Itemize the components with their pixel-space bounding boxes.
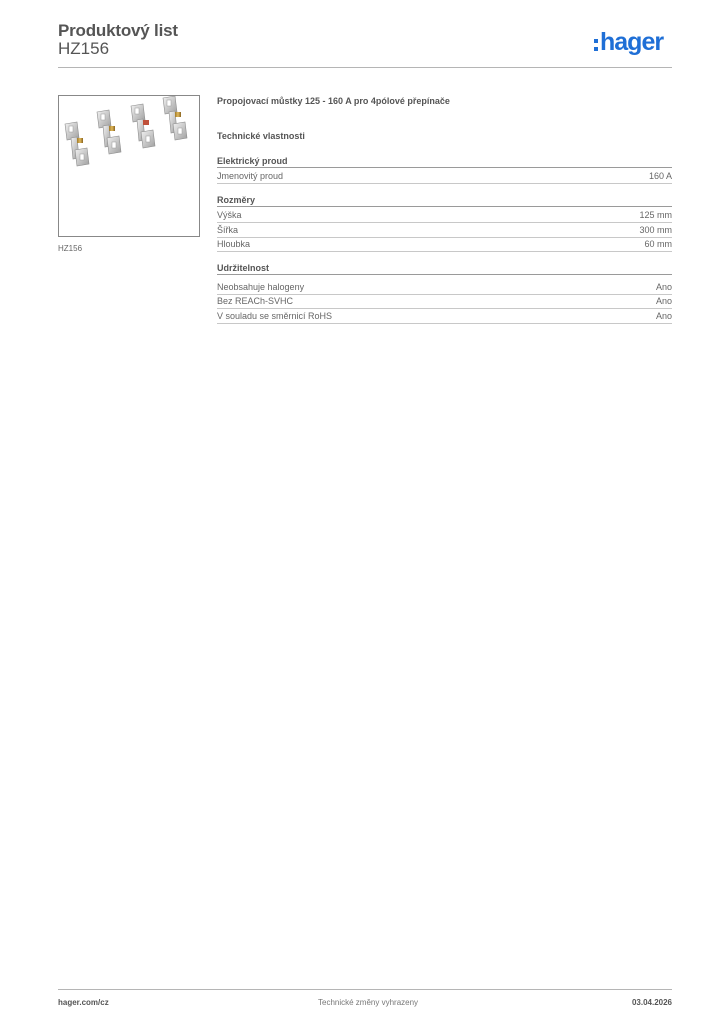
spec-label: Šířka bbox=[217, 225, 239, 235]
spec-label: V souladu se směrnicí RoHS bbox=[217, 311, 333, 321]
spec-value: 160 A bbox=[648, 171, 672, 181]
bridge-2 bbox=[97, 110, 121, 154]
hager-logo bbox=[594, 30, 663, 55]
spec-row bbox=[217, 294, 672, 309]
image-caption: HZ156 bbox=[58, 244, 83, 253]
logo-text: hager bbox=[600, 28, 664, 56]
product-image bbox=[58, 95, 200, 237]
spec-row bbox=[217, 169, 672, 184]
spec-label: Bez REACh-SVHC bbox=[217, 296, 294, 306]
spec-value: Ano bbox=[655, 311, 672, 321]
product-code: HZ156 bbox=[58, 39, 110, 58]
spec-value: Ano bbox=[655, 296, 672, 306]
spec-row bbox=[217, 309, 672, 324]
footer-website-link[interactable]: hager.com/cz bbox=[58, 998, 109, 1007]
footer-date: 03.04.2026 bbox=[631, 998, 672, 1007]
logo-mark-icon bbox=[594, 39, 598, 51]
spec-label: Hloubka bbox=[217, 239, 251, 249]
footer-divider bbox=[58, 989, 672, 990]
spec-row bbox=[217, 280, 672, 295]
spec-row bbox=[217, 223, 672, 238]
spec-row bbox=[217, 237, 672, 252]
page-title: Produktový list bbox=[58, 21, 178, 40]
bridge-4 bbox=[163, 96, 187, 140]
spec-value: 125 mm bbox=[639, 210, 672, 220]
spec-label: Výška bbox=[217, 210, 242, 220]
spec-value: 60 mm bbox=[644, 239, 672, 249]
group-title-dimensions: Rozměry bbox=[217, 195, 672, 207]
bridge-3 bbox=[131, 104, 155, 148]
spec-value: 300 mm bbox=[639, 225, 672, 235]
busbar-bridges-illustration bbox=[59, 96, 199, 236]
group-title-sustainability: Udržitelnost bbox=[217, 263, 672, 275]
spec-label: Jmenovitý proud bbox=[217, 171, 284, 181]
product-description: Propojovací můstky 125 - 160 A pro 4pólové přepínače bbox=[217, 96, 450, 106]
footer-notice: Technické změny vyhrazeny bbox=[318, 998, 419, 1007]
spec-label: Neobsahuje halogeny bbox=[217, 282, 305, 292]
header-divider bbox=[58, 67, 672, 68]
spec-row bbox=[217, 208, 672, 223]
bridge-1 bbox=[65, 122, 89, 166]
section-title: Technické vlastnosti bbox=[217, 131, 305, 141]
group-title-electric-current: Elektrický proud bbox=[217, 156, 672, 168]
spec-value: Ano bbox=[655, 282, 672, 292]
